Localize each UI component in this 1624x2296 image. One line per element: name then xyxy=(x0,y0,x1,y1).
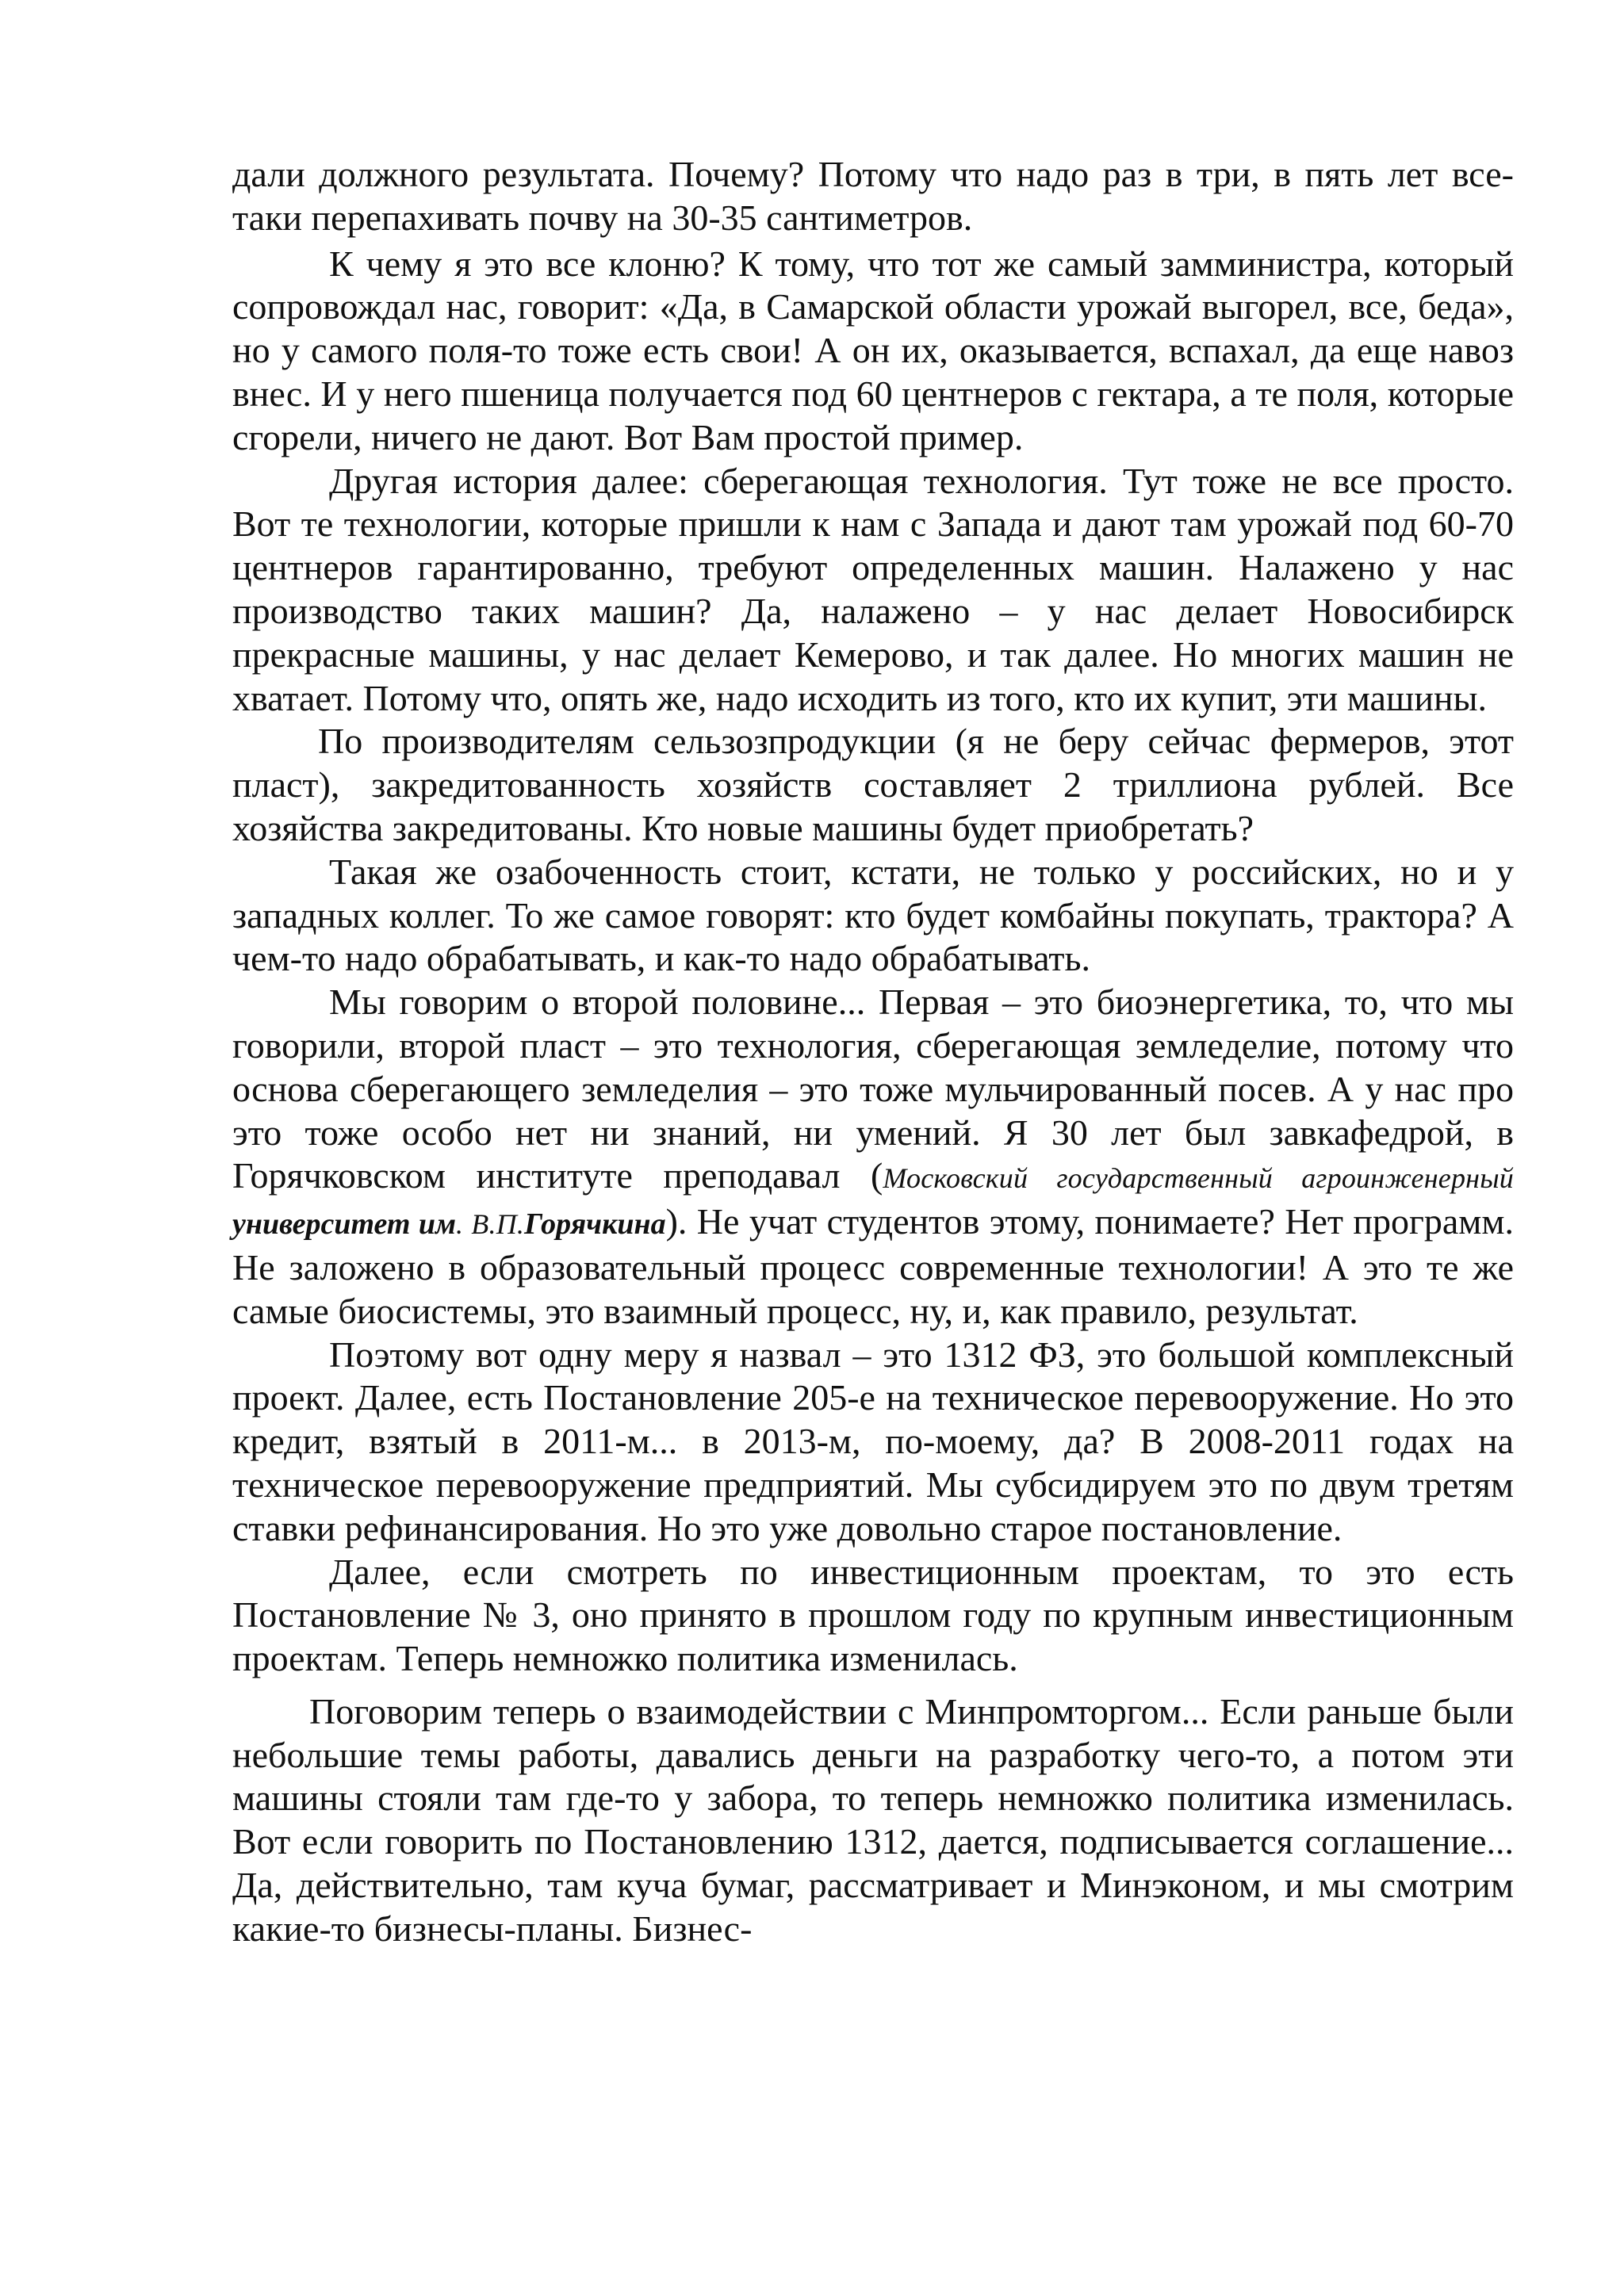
paragraph-3: Другая история далее: сберегающая технология. Тут тоже не все просто. Вот те технологии, которые пришли к нам с Запада и дают там урожай под 60-70 центнеров гарантированно, требуют определенных машин. Налажено у нас производство таких машин? Да, налажено – у нас делает Новосибирск прекрасные машины, у нас делает Кемерово, и так далее. Но многих машин не хватает. Потому что, опять же, надо исходить из того, кто их купит, эти машины. xyxy=(232,460,1514,718)
paragraph-6 xyxy=(232,981,1514,1333)
paragraph-7: Поэтому вот одну меру я назвал – это 1312 ФЗ, это большой комплексный проект. Далее, есть Постановление 205-е на техническое перевооружение. Но это кредит, взятый в 2011-м... в 2013-м, по-моему, да? В 2008-2011 годах на техническое перевооружение предприятий. Мы субсидируем это по двум третям ставки рефинансирования. Но это уже довольно старое постановление. xyxy=(232,1334,1514,1548)
paragraph-6-text-start: Мы говорим о второй половине... Первая – это биоэнергетика, то, что мы говорили, второй пласт – это технология, сберегающая земледелие, потому что основа сберегающего земледелия – это тоже мульчированный посев. А у нас про это тоже особо нет ни знаний, ни умений. Я 30 лет был завкафедрой, в Горячковском институте преподавал ( xyxy=(232,982,1514,1196)
university-initials-italic: . В.П. xyxy=(456,1208,525,1241)
paragraph-1: дали должного результата. Почему? Потому что надо раз в три, в пять лет все-таки перепахивать почву на 30-35 сантиметров. xyxy=(232,154,1514,238)
paragraph-8: Далее, если смотреть по инвестиционным проектам, то это есть Постановление № 3, оно принято в прошлом году по крупным инвестиционным проектам. Теперь немножко политика изменилась. xyxy=(232,1551,1514,1679)
paragraph-4: По производителям сельзозпродукции (я не беру сейчас фермеров, этот пласт), закредитованность хозяйств составляет 2 триллиона рублей. Все хозяйства закредитованы. Кто новые машины будет приобретать? xyxy=(232,721,1514,848)
paragraph-9: Поговорим теперь о взаимодействии с Минпромторгом... Если раньше были небольшие темы работы, давались деньги на разработку чего-то, а потом эти машины стояли там где-то у забора, то теперь немножко политика изменилась. Вот если говорить по Постановлению 1312, дается, подписывается соглашение... Да, действительно, там куча бумаг, рассматривает и Минэконом, и мы смотрим какие-то бизнесы-планы. Бизнес- xyxy=(232,1690,1514,1949)
document-body xyxy=(232,153,1514,1951)
university-surname-bold: Горячкина xyxy=(524,1207,666,1242)
paragraph-6-text-end: ). Не учат студентов этому, понимаете? Нет программ. Не заложено в образовательный процесс современные технологии! А это те же самые биосистемы, это взаимный процесс, ну, и, как правило, результат. xyxy=(232,1201,1515,1331)
paragraph-2: К чему я это все клоню? К тому, что тот же самый замминистра, который сопровождал нас, говорит: «Да, в Самарской области урожай выгорел, все, беда», но у самого поля-то тоже есть свои! А он их, оказывается, вспахал, да еще навоз внес. И у него пшеница получается под 60 центнеров с гектара, а те поля, которые сгорели, ничего не дают. Вот Вам простой пример. xyxy=(232,243,1514,457)
university-name-italic: Московский государственный агроинженерный xyxy=(883,1162,1514,1195)
paragraph-5: Такая же озабоченность стоит, кстати, не только у российских, но и у западных коллег. То же самое говорят: кто будет комбайны покупать, трактора? А чем-то надо обрабатывать, и как-то надо обрабатывать. xyxy=(232,851,1514,979)
university-word-bold: университет им xyxy=(232,1207,457,1242)
